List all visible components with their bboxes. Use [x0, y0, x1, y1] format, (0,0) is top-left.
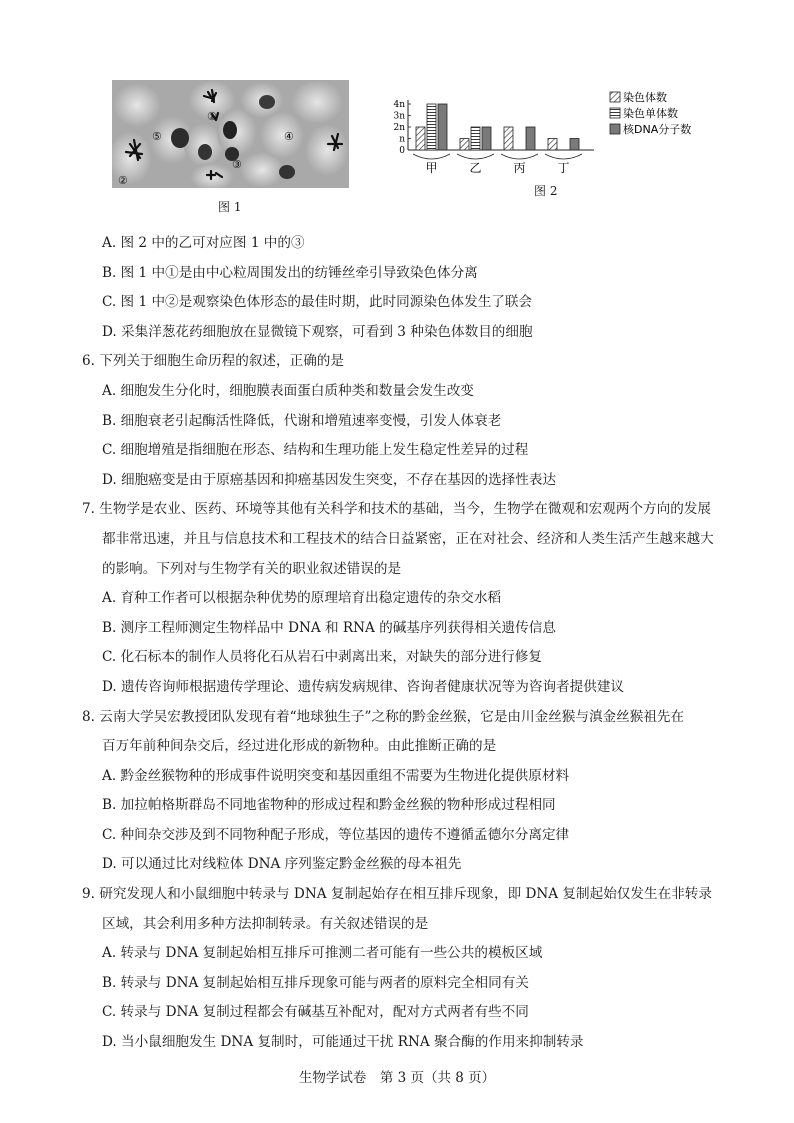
bar-丁-核DNA分子数: [570, 139, 579, 151]
category-label: 甲: [425, 161, 438, 175]
label-5: ⑤: [152, 130, 162, 143]
legend-swatch: [610, 92, 620, 102]
legend-label: 核DNA分子数: [623, 123, 692, 136]
y-tick-label: 4n: [393, 100, 405, 110]
answer-option: C. 化石标本的制作人员将化石从岩石中剥离出来，对缺失的部分进行修复: [102, 649, 542, 666]
category-bracket: [413, 154, 450, 159]
question-text: [82, 229, 714, 1058]
answer-option: A. 育种工作者可以根据杂种优势的原理培育出稳定遗传的杂交水稻: [102, 590, 502, 607]
figure-1-micrograph: [112, 80, 349, 188]
category-bracket: [501, 154, 538, 159]
legend-swatch: [610, 124, 620, 134]
label-3: ③: [232, 158, 242, 171]
bar-乙-染色单体数: [471, 127, 480, 150]
question-continuation: 区域，其会利用多种方法抑制转录。有关叙述错误的是: [102, 915, 429, 932]
answer-option: D. 细胞癌变是由于原癌基因和抑癌基因发生突变，不存在基因的选择性表达: [102, 471, 557, 488]
label-2: ②: [118, 174, 128, 187]
question-stem: 6. 下列关于细胞生命历程的叙述，正确的是: [82, 353, 344, 370]
bar-甲-染色单体数: [427, 104, 436, 150]
figure-2-caption: 图 2: [534, 184, 558, 198]
answer-option: B. 图 1 中①是由中心粒周围发出的纺锤丝牵引导致染色体分离: [102, 264, 478, 281]
bar-甲-染色体数: [416, 127, 425, 150]
legend-swatch: [610, 108, 620, 118]
answer-option: B. 测序工程师测定生物样品中 DNA 和 RNA 的碱基序列获得相关遗传信息: [102, 619, 556, 636]
answer-option: C. 种间杂交涉及到不同物种配子形成，等位基因的遗传不遵循孟德尔分离定律: [102, 826, 570, 843]
category-bracket: [545, 154, 582, 159]
label-1: ①: [207, 110, 217, 123]
answer-option: D. 当小鼠细胞发生 DNA 复制时，可能通过干扰 RNA 聚合酶的作用来抑制转录: [102, 1034, 584, 1051]
question-stem: 7. 生物学是农业、医药、环境等其他有关科学和技术的基础，当今，生物学在微观和宏观两个方向的发展: [82, 501, 712, 518]
answer-option: B. 加拉帕格斯群岛不同地雀物种的形成过程和黔金丝猴的物种形成过程相同: [102, 797, 556, 814]
answer-option: B. 细胞衰老引起酶活性降低，代谢和增殖速率变慢，引发人体衰老: [102, 412, 502, 429]
y-tick-label: 0: [399, 146, 405, 156]
answer-option: B. 转录与 DNA 复制起始相互排斥现象可能与两者的原料完全相同有关: [102, 974, 529, 991]
answer-option: A. 细胞发生分化时，细胞膜表面蛋白质种类和数量会发生改变: [102, 382, 474, 399]
answer-option: D. 遗传咨询师根据遗传学理论、遗传病发病规律、咨询者健康状况等为咨询者提供建议: [102, 678, 625, 695]
answer-option: A. 图 2 中的乙可对应图 1 中的③: [102, 235, 305, 251]
category-label: 乙: [469, 161, 482, 175]
bar-丙-核DNA分子数: [526, 127, 535, 150]
category-bracket: [457, 154, 494, 159]
category-label: 丁: [557, 161, 570, 175]
bar-甲-核DNA分子数: [438, 104, 447, 150]
answer-option: D. 可以通过比对线粒体 DNA 序列鉴定黔金丝猴的母本祖先: [102, 856, 462, 873]
page-footer: 生物学试卷 第 3 页（共 8 页）: [298, 1070, 496, 1086]
question-continuation: 的影响。下列对与生物学有关的职业叙述错误的是: [102, 560, 402, 577]
answer-option: C. 细胞增殖是指细胞在形态、结构和生理功能上发生稳定性差异的过程: [102, 442, 529, 459]
answer-option: C. 图 1 中②是观察染色体形态的最佳时期，此时同源染色体发生了联会: [102, 294, 533, 311]
y-tick-label: 2n: [393, 123, 405, 133]
label-4: ④: [284, 130, 294, 143]
category-label: 丙: [513, 161, 526, 175]
figure-2-chart: [388, 90, 708, 190]
answer-option: A. 转录与 DNA 复制起始相互排斥可推测二者可能有一些公共的模板区域: [102, 945, 543, 962]
legend-label: 染色体数: [623, 91, 667, 104]
answer-option: C. 转录与 DNA 复制过程都会有碱基互补配对，配对方式两者有些不同: [102, 1004, 529, 1021]
answer-option: D. 采集洋葱花药细胞放在显微镜下观察，可看到 3 种染色体数目的细胞: [102, 323, 533, 340]
bar-乙-染色体数: [460, 139, 469, 151]
question-stem: 9. 研究发现人和小鼠细胞中转录与 DNA 复制起始存在相互排斥现象，即 DNA 复制起始仅发生在非转录: [82, 886, 712, 903]
legend-label: 染色单体数: [623, 107, 678, 120]
y-tick-label: 3n: [393, 111, 405, 122]
y-tick-label: n: [399, 134, 405, 145]
question-stem: 8. 云南大学吴宏教授团队发现有着“地球独生子”之称的黔金丝猴，它是由川金丝猴与滇金丝猴祖先在: [82, 708, 685, 725]
figure-1-caption: 图 1: [218, 200, 242, 214]
bar-丙-染色体数: [504, 127, 513, 150]
bar-丁-染色体数: [548, 139, 557, 151]
bar-乙-核DNA分子数: [482, 127, 491, 150]
question-continuation: 百万年前种间杂交后，经过进化形成的新物种。由此推断正确的是: [102, 738, 497, 755]
answer-option: A. 黔金丝猴物种的形成事件说明突变和基因重组不需要为生物进化提供原材料: [102, 767, 570, 784]
question-continuation: 都非常迅速，并且与信息技术和工程技术的结合日益紧密，正在对社会、经济和人类生活产生越来越大: [102, 530, 714, 547]
